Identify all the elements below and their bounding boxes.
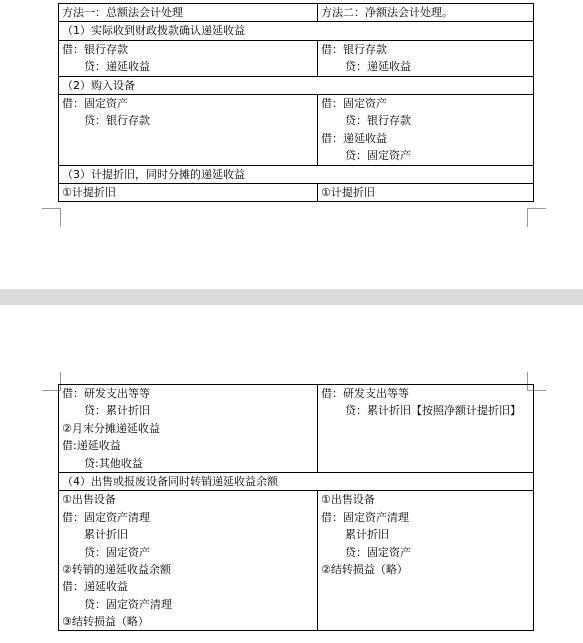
- section-4-title: （4）出售或报废设备同时转销递延收益余额: [59, 472, 534, 490]
- entry-line: 贷：银行存款: [345, 114, 411, 128]
- table-row: [59, 183, 534, 201]
- method-2-cell: [318, 95, 534, 166]
- entry-line: 贷：固定资产: [84, 545, 150, 559]
- table-header-row: [59, 4, 534, 22]
- table-row: [59, 40, 534, 76]
- section-title-row: [59, 22, 534, 40]
- document-page-1: [0, 0, 583, 289]
- accounting-table-part-1: [58, 3, 534, 202]
- entry-line: 贷：递延收益: [84, 60, 150, 74]
- entry-line: 借：固定资产: [321, 97, 387, 110]
- entry-line: 贷：固定资产: [345, 149, 411, 163]
- header-method-2: 方法二：净额法会计处理。: [318, 4, 534, 22]
- method-1-cell: [59, 491, 318, 631]
- section-1-title: （1）实际收到财政拨款确认递延收益: [59, 22, 534, 40]
- section-title-row: [59, 165, 534, 183]
- method-2-cell: ①计提折旧: [318, 183, 534, 201]
- entry-line: 借：递延收益: [62, 580, 128, 594]
- method-2-cell: [318, 40, 534, 76]
- accounting-table-part-2: [58, 384, 534, 631]
- entry-line: ①出售设备: [321, 493, 375, 507]
- entry-line: 贷：递延收益: [345, 60, 411, 74]
- method-1-cell: [59, 40, 318, 76]
- entry-line: 累计折旧: [345, 528, 389, 542]
- entry-line: 贷：累计折旧【按照净额计提折旧】: [345, 404, 521, 418]
- page-gap: [0, 289, 583, 305]
- entry-line: ①出售设备: [62, 493, 116, 507]
- entry-line: 贷：银行存款: [84, 114, 150, 128]
- entry-line: 借：银行存款: [321, 42, 387, 56]
- entry-line: 贷:其他收益: [84, 456, 143, 470]
- document-page-2: [0, 305, 583, 643]
- entry-line: 借：固定资产: [62, 97, 128, 110]
- entry-line: ③结转损益（略）: [62, 615, 149, 629]
- table-row: [59, 95, 534, 166]
- method-1-cell: [59, 385, 318, 473]
- entry-line: 借:递延收益: [62, 439, 121, 453]
- entry-line: ②转销的递延收益余额: [62, 562, 171, 576]
- entry-line: 借：固定资产清理: [62, 510, 150, 524]
- entry-line: ②月末分摊递延收益: [62, 421, 160, 435]
- page-corner-mark: [42, 208, 61, 227]
- entry-line: 借：递延收益: [321, 131, 387, 145]
- entry-line: 贷：固定资产清理: [84, 597, 172, 611]
- entry-line: 借：研发支出等等: [321, 387, 409, 400]
- header-method-1: 方法一：总额法会计处理: [59, 4, 318, 22]
- method-2-cell: [318, 385, 534, 473]
- method-1-cell: ①计提折旧: [59, 183, 318, 201]
- entry-line: 借：研发支出等等: [62, 387, 150, 400]
- section-title-row: [59, 76, 534, 94]
- entry-line: ②结转损益（略）: [321, 562, 408, 576]
- section-2-title: （2）购入设备: [59, 76, 534, 94]
- page-corner-mark: [527, 208, 546, 227]
- entry-line: 累计折旧: [84, 528, 128, 542]
- entry-line: 借：银行存款: [62, 42, 128, 56]
- section-3-title: （3）计提折旧，同时分摊的递延收益: [59, 165, 534, 183]
- method-1-cell: [59, 95, 318, 166]
- entry-line: 贷：累计折旧: [84, 404, 150, 418]
- entry-line: 借：固定资产清理: [321, 510, 409, 524]
- entry-line: 贷：固定资产: [345, 545, 411, 559]
- section-title-row: [59, 472, 534, 490]
- table-row: [59, 385, 534, 473]
- method-2-cell: [318, 491, 534, 631]
- table-row: [59, 491, 534, 631]
